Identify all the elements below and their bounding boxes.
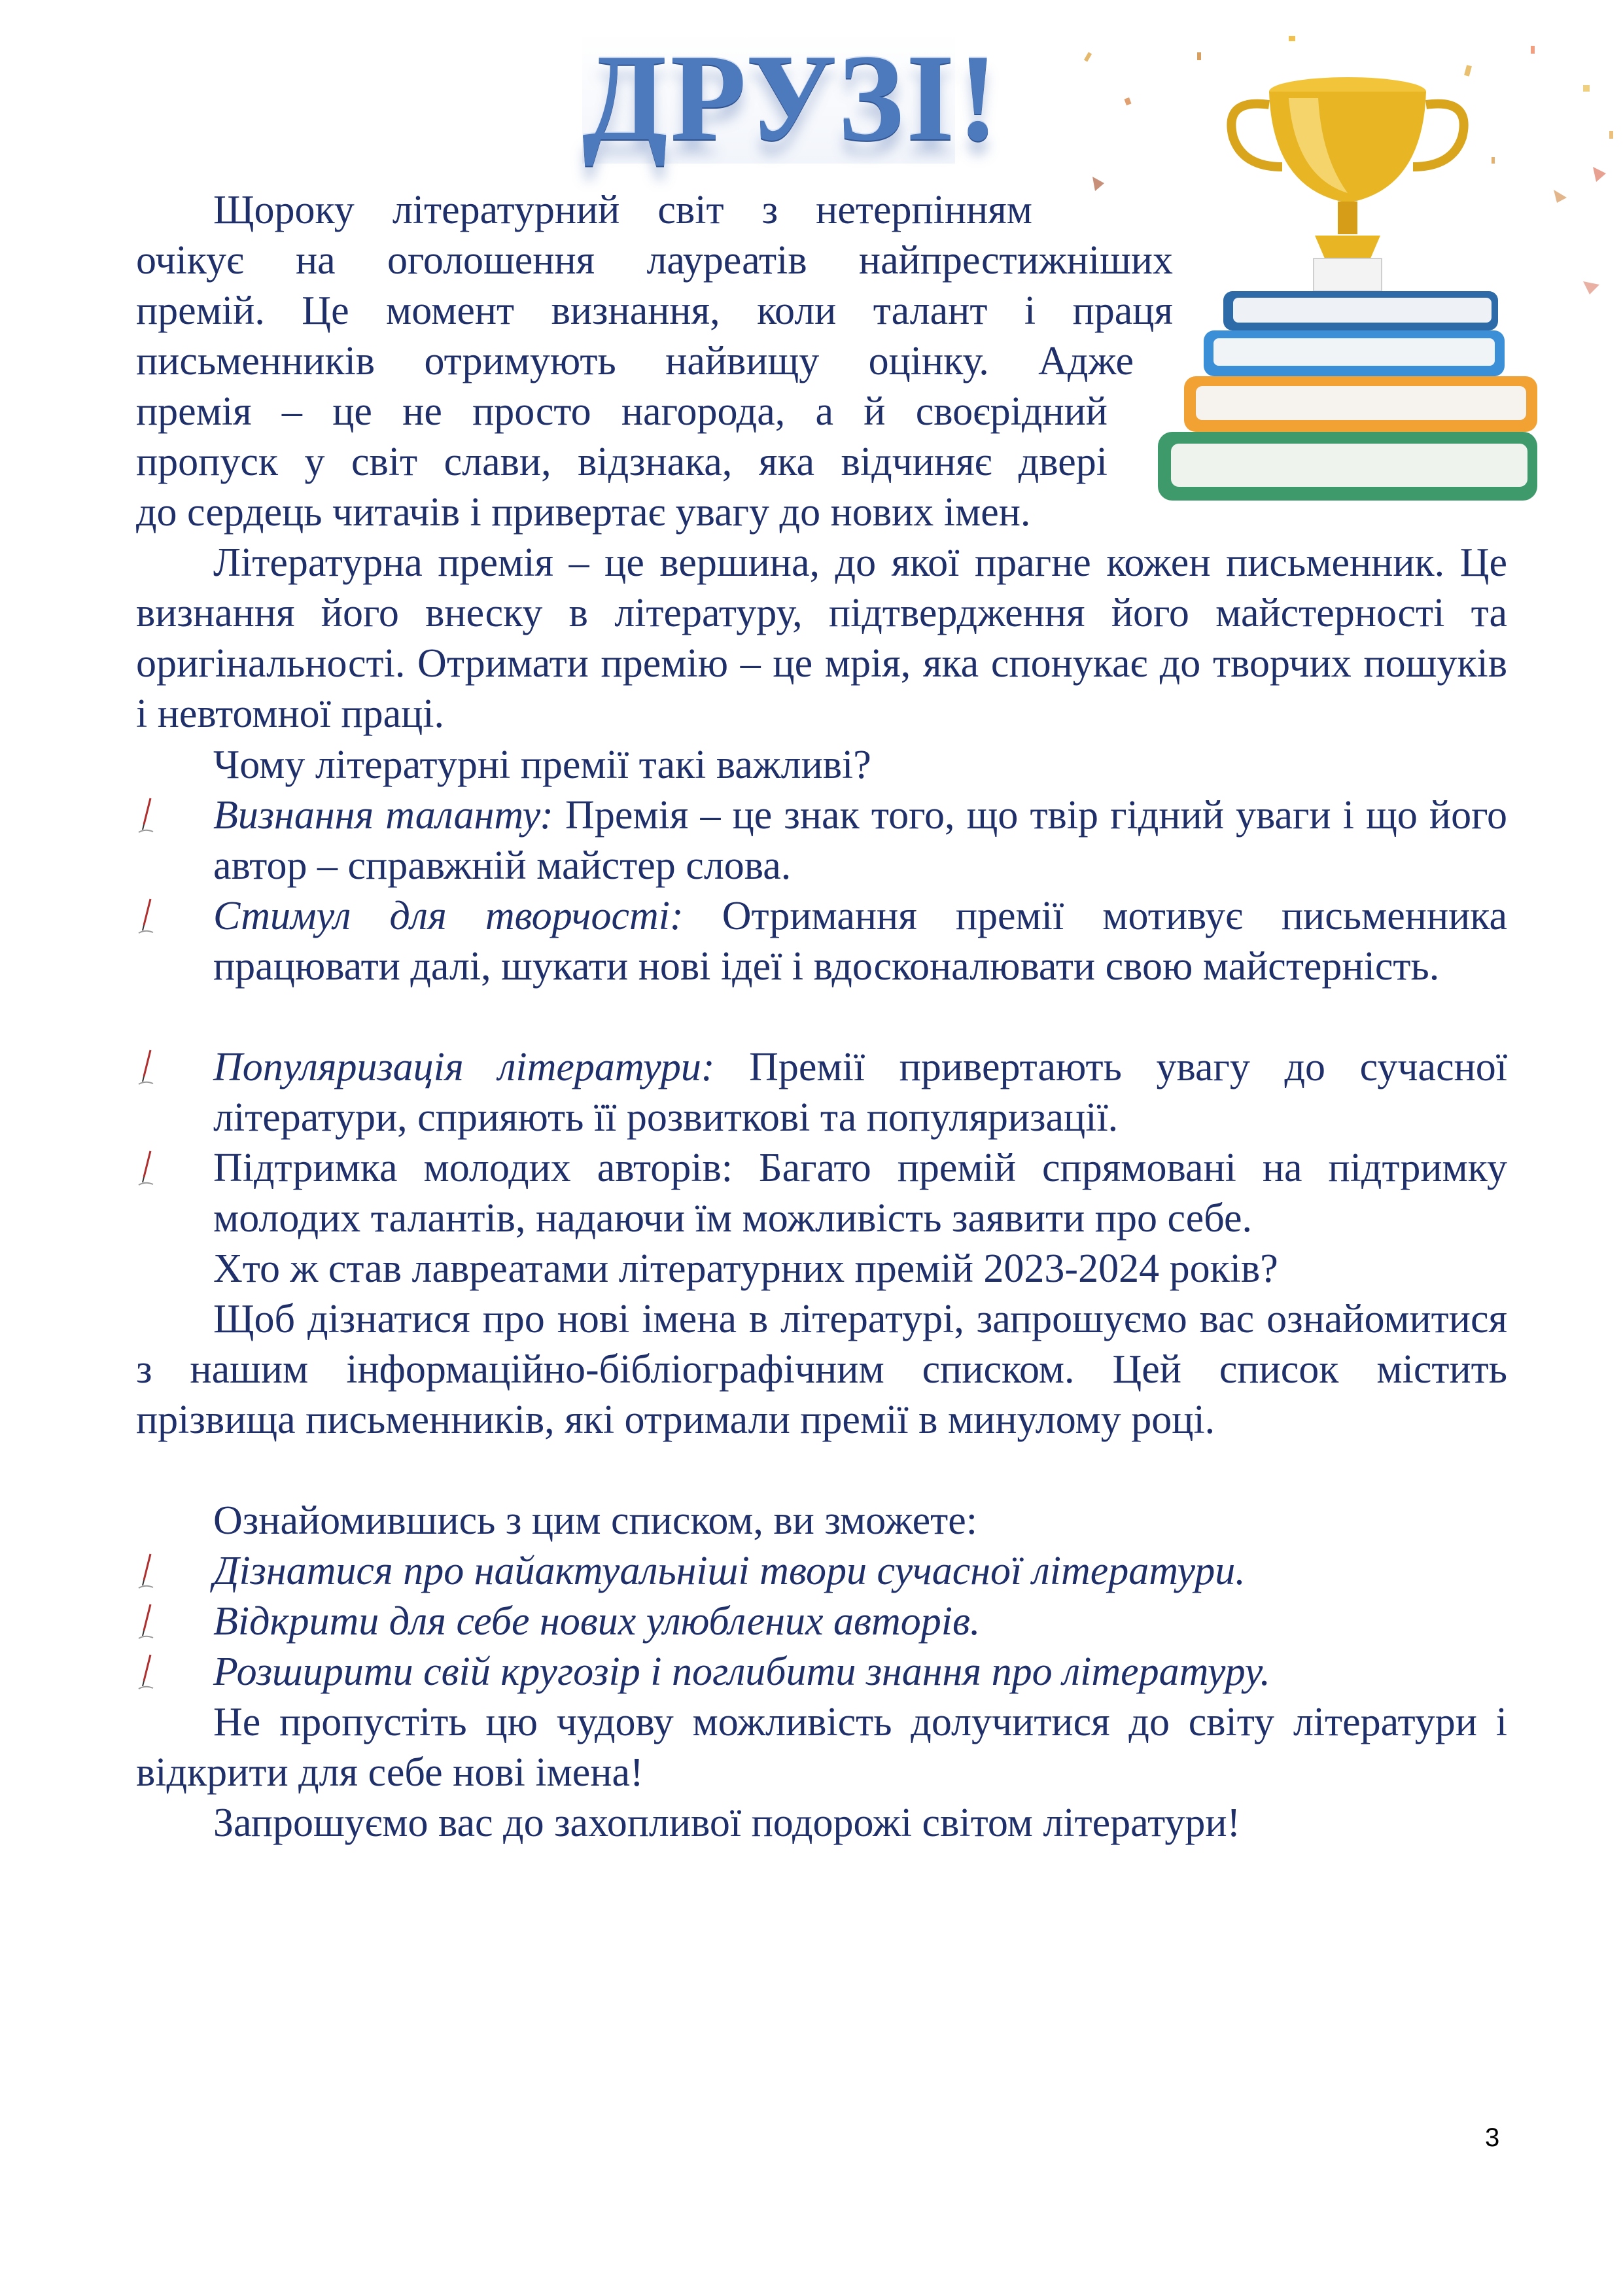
reason-text: Премія – це знак того, що твір гідний уваги і що його автор – справжній майстер слова. (213, 793, 1508, 888)
reason-term: Стимул для творчості: (213, 894, 684, 938)
reason-item (136, 1143, 1507, 1244)
pen-bullet-icon (136, 896, 156, 936)
reason-text: Премії привертають увагу до сучасної літератури, сприяють її розвиткові та популяризації. (213, 1045, 1507, 1140)
books-stack-icon (1158, 291, 1537, 501)
benefit-item (136, 1597, 1507, 1647)
intro-line: письменників отримують найвищу оцінку. Адже (136, 339, 1134, 383)
page-title: ДРУЗІ! (582, 29, 1002, 167)
intro-line: премій. Це момент визнання, коли талант і праця (136, 289, 1173, 333)
benefit-item (136, 1647, 1507, 1697)
paragraph-award-summit: Літературна премія – це вершина, до якої прагне кожен письменник. Це визнання його внеску в літературу, підтвердження його майстерності та оригінальності. Отримати премію – це мрія, яка спонукає до творчих пошуків і невтомної праці. (136, 540, 1507, 736)
page-number: 3 (1485, 2123, 1500, 2152)
reason-text: Підтримка молодих авторів: Багато премій спрямовані на підтримку молодих талантів, надаючи їм можливість заявити про себе. (213, 1146, 1507, 1241)
benefit-text: Відкрити для себе нових улюблених авторів. (213, 1599, 981, 1644)
benefits-intro: Ознайомившись з цим списком, ви зможете: (213, 1498, 978, 1543)
pen-bullet-icon (136, 796, 156, 835)
reason-item (136, 790, 1507, 891)
reason-item (136, 1042, 1507, 1143)
reason-term: Популяризація літератури: (213, 1045, 715, 1089)
pen-bullet-icon (136, 1148, 156, 1188)
pen-bullet-icon (136, 1048, 156, 1087)
intro-paragraph (136, 185, 1173, 538)
paragraph-bibliography: Щоб дізнатися про нові імена в літературі, запрошуємо вас ознайомитися з нашим інформаційно-бібліографічним списком. Цей список містить прізвища письменників, які отримали премії в минулому році. (136, 1297, 1507, 1442)
pen-bullet-icon (136, 1551, 156, 1591)
trophy-icon (1231, 77, 1463, 291)
intro-line: очікує на оголошення лауреатів найпрестижніших (136, 238, 1173, 283)
intro-line: премія – це не просто нагорода, а й своєрідний (136, 389, 1108, 434)
intro-line: пропуск у світ слави, відзнака, яка відчиняє двері (136, 440, 1108, 484)
pen-bullet-icon (136, 1602, 156, 1641)
paragraph-opportunity: Не пропустіть цю чудову можливість долучитися до світу літератури і відкрити для себе нові імена! (136, 1700, 1507, 1795)
benefit-text: Дізнатися про найактуальніші твори сучасної літератури. (213, 1549, 1246, 1593)
reason-item (136, 891, 1507, 992)
reason-text: Отримання премії мотивує письменника працювати далі, шукати нові ідеї і вдосконалювати свою майстерність. (213, 894, 1507, 989)
benefit-item (136, 1546, 1507, 1597)
benefit-text: Розширити свій кругозір і поглибити знання про літературу. (213, 1650, 1270, 1694)
intro-line: Щороку літературний світ з нетерпінням (213, 188, 1032, 232)
closing-line: Запрошуємо вас до захопливої подорожі світом літератури! (213, 1801, 1241, 1845)
question-heading: Чому літературні премії такі важливі? (213, 743, 871, 787)
reason-term: Визнання таланту: (213, 793, 553, 838)
laureates-question: Хто ж став лавреатами літературних премій 2023-2024 років? (213, 1246, 1278, 1291)
pen-bullet-icon (136, 1652, 156, 1691)
intro-line: до сердець читачів і привертає увагу до нових імен. (136, 490, 1031, 535)
